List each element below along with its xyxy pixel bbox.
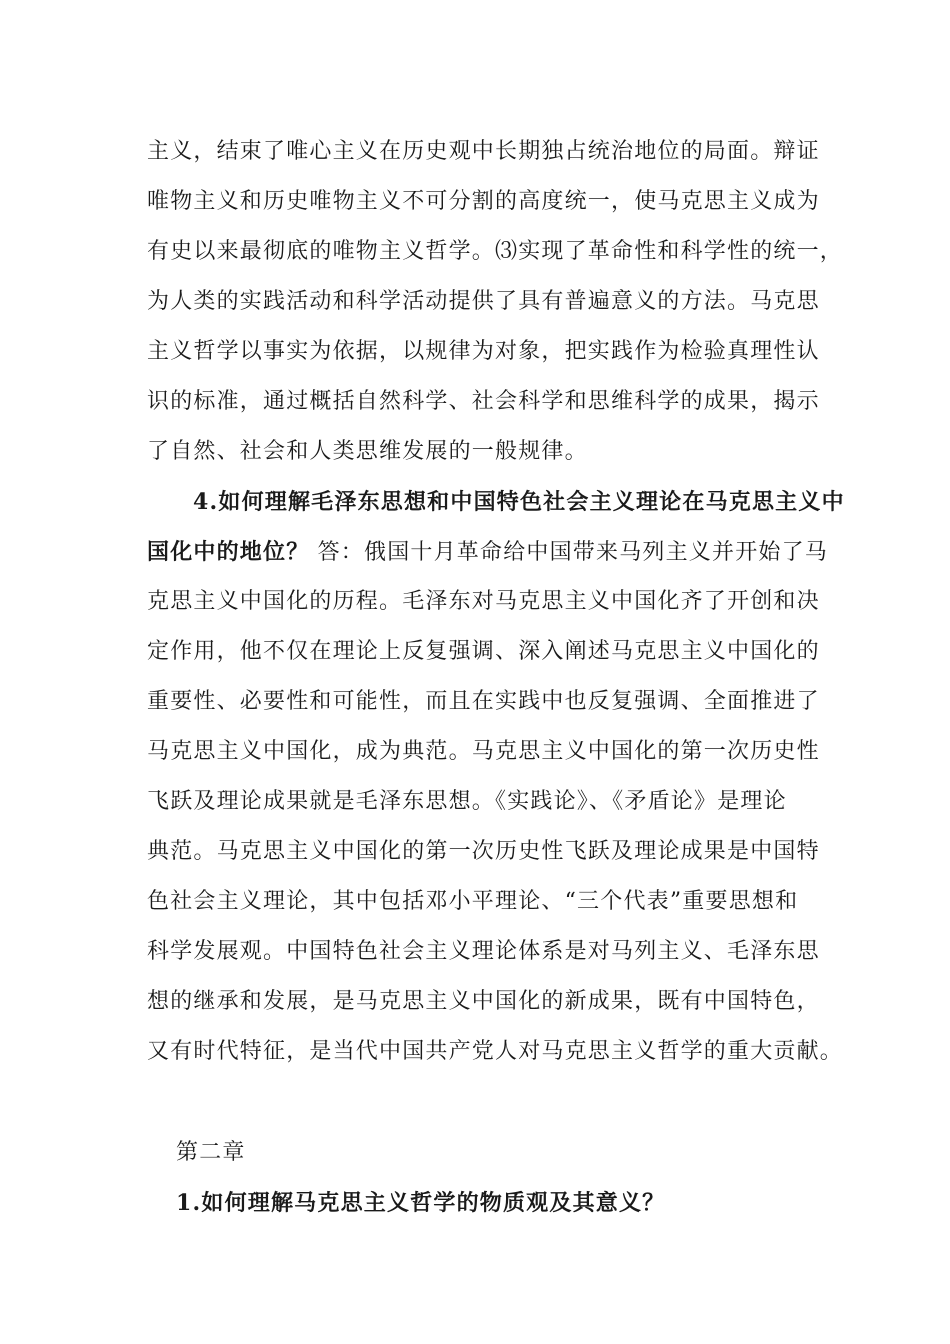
answer-line: 典范。马克思主义中国化的第一次历史性飞跃及理论成果是中国特 [147,839,820,864]
question-4-heading-end: 国化中的地位？ [147,539,310,565]
answer-line: 马克思主义中国化，成为典范。马克思主义中国化的第一次历史性 [147,739,820,764]
question-4-heading-continued [147,537,829,567]
question-1-heading: 1.如何理解马克思主义哲学的物质观及其意义？ [176,1190,666,1216]
answer-line: 又有时代特征，是当代中国共产党人对马克思主义哲学的重大贡献。 [147,1039,844,1064]
answer-line: 重要性、必要性和可能性，而且在实践中也反复强调、全面推进了 [147,689,820,714]
answer-line: 科学发展观。中国特色社会主义理论体系是对马列主义、毛泽东思 [147,939,820,964]
paragraph-line: 了自然、社会和人类思维发展的一般规律。 [147,439,588,464]
chapter-title: 第二章 [176,1140,246,1165]
answer-line: 飞跃及理论成果就是毛泽东思想。《实践论》、《矛盾论》是理论 [147,789,787,814]
paragraph-line: 主义，结束了唯心主义在历史观中长期独占统治地位的局面。辩证 [147,139,820,164]
paragraph-line: 有史以来最彻底的唯物主义哲学。⑶实现了革命性和科学性的统一， [147,239,844,264]
paragraph-line: 为人类的实践活动和科学活动提供了具有普遍意义的方法。马克思 [147,289,820,314]
question-4-heading: 4.如何理解毛泽东思想和中国特色社会主义理论在马克思主义中 [193,489,845,515]
answer-line: 想的继承和发展，是马克思主义中国化的新成果，既有中国特色， [147,989,820,1014]
answer-4-start: 答：俄国十月革命给中国带来马列主义并开始了马 [309,540,829,565]
answer-line: 定作用，他不仅在理论上反复强调、深入阐述马克思主义中国化的 [147,639,820,664]
answer-line: 克思主义中国化的历程。毛泽东对马克思主义中国化齐了开创和决 [147,589,820,614]
answer-line: 色社会主义理论，其中包括邓小平理论、“三个代表”重要思想和 [147,889,799,914]
paragraph-line: 唯物主义和历史唯物主义不可分割的高度统一，使马克思主义成为 [147,189,820,214]
paragraph-line: 主义哲学以事实为依据，以规律为对象，把实践作为检验真理性认 [147,339,820,364]
paragraph-line: 识的标准，通过概括自然科学、社会科学和思维科学的成果，揭示 [147,389,820,414]
